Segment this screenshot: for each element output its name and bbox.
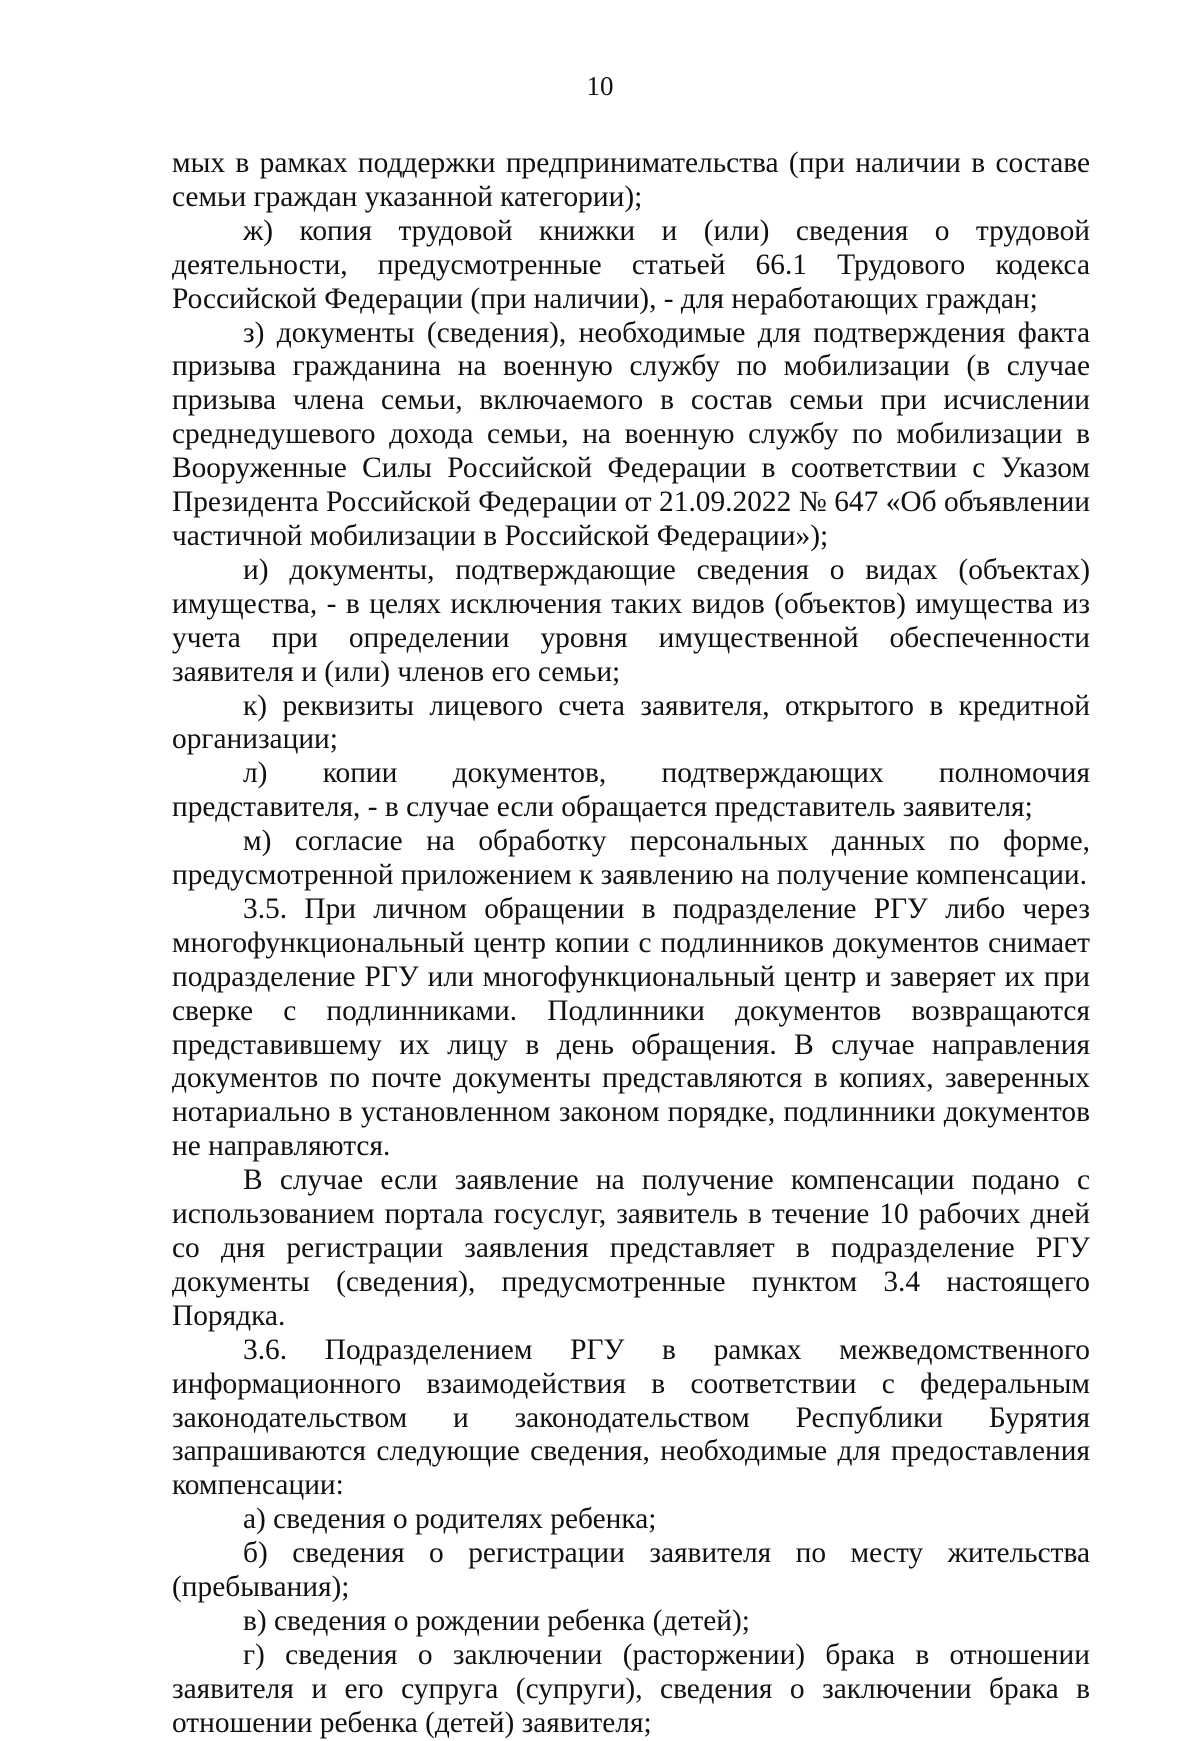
list-item-z: з) документы (сведения), необходимые для подтверждения факта призыва гражданина на военную службу по мобилизации (в случае призыва члена семьи, включаемого в состав семьи при исчислении среднедушевого дохода семьи, на военную службу по мобилизации в Вооруженные Силы Российской Федерации в соответствии с Указом Президента Российской Федерации от 21.09.2022 № 647 «Об объявлении частичной мобилизации в Российской Федерации»); [172,316,1090,552]
list-item-k: к) реквизиты лицевого счета заявителя, открытого в кредитной организации; [172,689,1090,756]
section-3-5-portal-paragraph: В случае если заявление на получение компенсации подано с использованием портала госуслуг, заявитель в течение 10 рабочих дней со дня регистрации заявления представляет в подразделение РГУ документы (сведения), предусмотренные пунктом 3.4 настоящего Порядка. [172,1164,1090,1332]
list-item-v: в) сведения о рождении ребенка (детей); [243,1604,750,1637]
document-body [172,147,1090,1741]
list-item-zh: ж) копия трудовой книжки и (или) сведения о трудовой деятельности, предусмотренные статьей 66.1 Трудового кодекса Российской Федерации (при наличии), - для неработающих граждан; [172,214,1090,315]
paragraph-continuation: мых в рамках поддержки предпринимательства (при наличии в составе семьи граждан указанной категории); [172,147,1090,213]
page-number: 10 [586,71,614,101]
list-item-b: б) сведения о регистрации заявителя по месту жительства (пребывания); [172,1537,1090,1604]
section-3-5: 3.5. При личном обращении в подразделение РГУ либо через многофункциональный центр копии с подлинников документов снимает подразделение РГУ или многофункциональный центр и заверяет их при сверке с подлинниками. Подлинники документов возвращаются представившему их лицу в день обращения. В случае направления документов по почте документы представляются в копиях, заверенных нотариально в установленном законом порядке, подлинники документов не направляются. [172,892,1090,1163]
list-item-i: и) документы, подтверждающие сведения о видах (объектах) имущества, - в целях исключения таких видов (объектов) имущества из учета при определении уровня имущественной обеспеченности заявителя и (или) членов его семьи; [172,553,1090,688]
list-item-l: л) копии документов, подтверждающих полномочия представителя, - в случае если обращается представитель заявителя; [172,757,1090,824]
section-3-6: 3.6. Подразделением РГУ в рамках межведомственного информационного взаимодействия в соответствии с федеральным законодательством и законодательством Республики Бурятия запрашиваются следующие сведения, необходимые для предоставления компенсации: [172,1333,1090,1502]
list-item-m: м) согласие на обработку персональных данных по форме, предусмотренной приложением к заявлению на получение компенсации. [172,825,1090,892]
list-item-g: г) сведения о заключении (расторжении) брака в отношении заявителя и его супруга (супруги), сведения о заключении брака в отношении ребенка (детей) заявителя; [172,1638,1090,1739]
list-item-a: а) сведения о родителях ребенка; [243,1503,657,1536]
